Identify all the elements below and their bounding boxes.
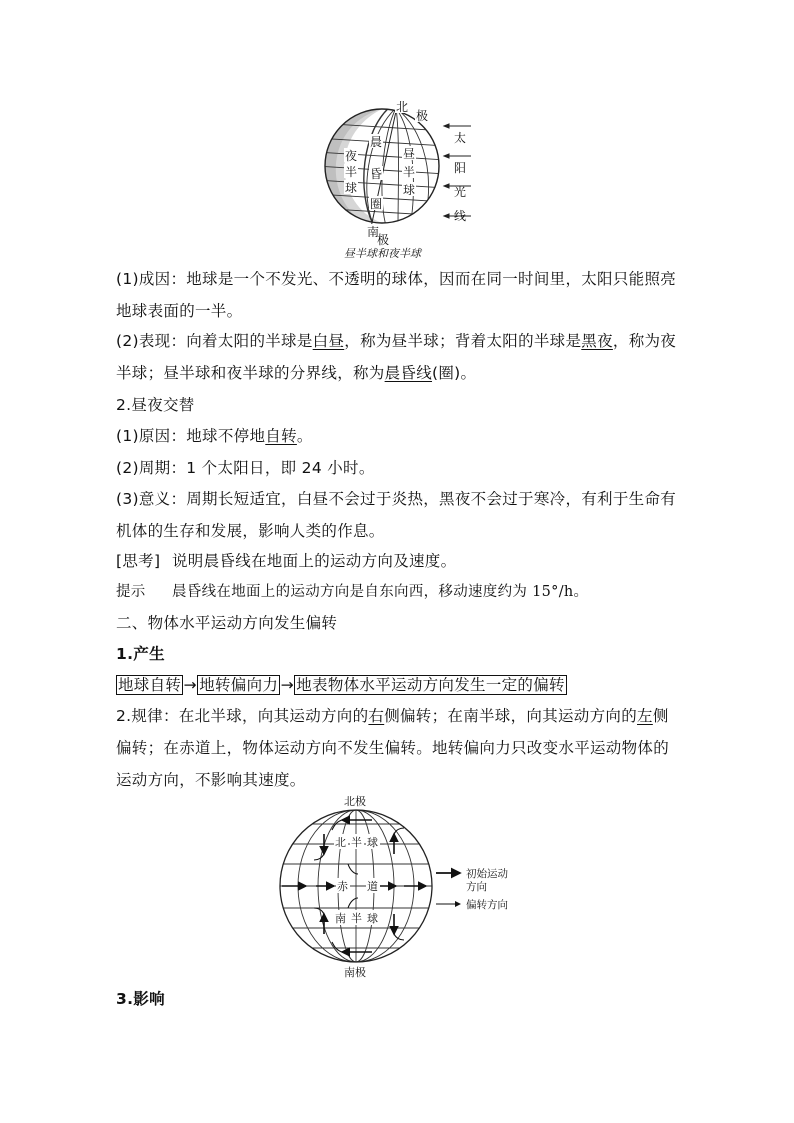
section2-title: 2.昼夜交替 [116, 396, 195, 414]
significance-line-2: 机体的生存和发展，影响人类的作息。 [116, 522, 385, 540]
paragraph-significance [116, 483, 686, 547]
think-label: [思考] [116, 552, 161, 570]
sunlight-label-1: 太 [454, 131, 467, 145]
sunlight-label-2: 阳 [454, 161, 467, 175]
reason-end: 。 [296, 427, 313, 445]
chain-step-deflection: 地表物体水平运动方向发生一定的偏转 [296, 676, 565, 694]
cause-line-1: (1)成因：地球是一个不发光、不透明的球体，因而在同一时间里，太阳只能照亮 [116, 270, 677, 288]
think-question [116, 545, 686, 577]
paragraph-cause [116, 263, 686, 327]
rule-text-4: 偏转；在赤道上，物体运动方向不发生偏转。地转偏向力只改变水平运动物体的 [116, 739, 670, 757]
quan-label: 圈 [370, 197, 383, 211]
north-pole-label: 北极 [344, 795, 366, 808]
day-label-2: 半 [403, 165, 416, 179]
day-label-3: 球 [403, 183, 416, 197]
day-label-1: 昼 [403, 147, 416, 161]
north-hemi-label-3: 球 [367, 836, 378, 849]
chain-arrow-icon: → [183, 676, 197, 694]
paragraph-period: (2)周期：1 个太阳日，即 24 小时。 [116, 459, 375, 477]
night-label-2: 半 [345, 165, 358, 179]
underlined-right: 右 [368, 707, 385, 725]
legend-deflect-label: 偏转方向 [466, 899, 508, 911]
tip-text: 晨昏线在地面上的运动方向是自东向西，移动速度约为 15°/h。 [172, 584, 589, 600]
south-pole-label-1: 南 [367, 225, 380, 239]
south-hemi-label-2: 半 [351, 912, 362, 925]
tip-label: 提示 [116, 584, 146, 600]
appearance-text-5: (圈)。 [432, 364, 477, 382]
underlined-left: 左 [637, 707, 653, 725]
chain-arrow-icon: → [280, 676, 294, 694]
deflection-figure [276, 794, 526, 980]
day-night-hemisphere-figure [316, 96, 496, 264]
equator-label-1: 赤 [337, 880, 348, 893]
paragraph-reason [116, 420, 686, 452]
night-label-3: 球 [345, 181, 358, 195]
sunlight-label-4: 线 [454, 209, 467, 223]
reason-text: (1)原因：地球不停地 [116, 427, 266, 445]
chain-step-coriolis: 地转偏向力 [199, 676, 279, 694]
rule-text-5: 运动方向，不影响其速度。 [116, 771, 306, 789]
appearance-text-4: 半球；昼半球和夜半球的分界线，称为 [116, 364, 385, 382]
legend [436, 867, 508, 911]
significance-line-1: (3)意义：周期长短适宜，白昼不会过于炎热，黑夜不会过于寒冷，有利于生命有 [116, 490, 677, 508]
south-hemi-label-3: 球 [367, 912, 378, 925]
part2-title: 二、物体水平运动方向发生偏转 [116, 614, 338, 632]
appearance-text-1: (2)表现：向着太阳的半球是 [116, 332, 313, 350]
north-pole-label-2: 极 [416, 109, 429, 123]
south-pole-label-2: 极 [377, 233, 390, 247]
appearance-text-3: ，称为夜 [612, 332, 677, 350]
cause-line-2: 地球表面的一半。 [116, 302, 243, 320]
south-hemi-label-1: 南 [335, 912, 346, 925]
legend-initial-label-2: 方向 [466, 881, 487, 893]
rule-text-2: 侧偏转；在南半球，向其运动方向的 [384, 707, 638, 725]
north-hemi-label-1: 北 [335, 836, 346, 849]
part2-sub3: 3.影响 [116, 990, 165, 1008]
north-hemi-label-2: 半 [351, 836, 362, 849]
appearance-text-2: ，称为昼半球；背着太阳的半球是 [344, 332, 582, 350]
cause-chain [116, 669, 686, 701]
chen-label: 晨 [370, 135, 383, 149]
legend-initial-label-1: 初始运动 [466, 868, 508, 880]
night-label-1: 夜 [345, 149, 358, 163]
rule-text-1: 2.规律：在北半球，向其运动方向的 [116, 707, 369, 725]
rule-text-3: 侧 [652, 707, 669, 725]
part2-sub1: 1.产生 [116, 645, 165, 663]
hun-label: 昏 [370, 167, 383, 181]
underlined-day: 白昼 [312, 332, 345, 350]
paragraph-appearance [116, 325, 686, 389]
chain-step-rotation: 地球自转 [118, 676, 182, 694]
north-pole-label-1: 北 [396, 100, 409, 114]
underlined-terminator: 晨昏线 [384, 364, 433, 382]
equator-label-2: 道 [367, 880, 378, 893]
south-pole-label: 南极 [344, 966, 366, 979]
sunlight-label-3: 光 [454, 185, 467, 199]
underlined-night: 黑夜 [581, 332, 613, 350]
tip-answer [116, 576, 686, 608]
think-text: 说明晨昏线在地面上的运动方向及速度。 [172, 552, 457, 570]
paragraph-rule [116, 700, 686, 796]
underlined-rotation: 自转 [265, 427, 297, 445]
figure1-caption: 昼半球和夜半球 [344, 247, 421, 260]
